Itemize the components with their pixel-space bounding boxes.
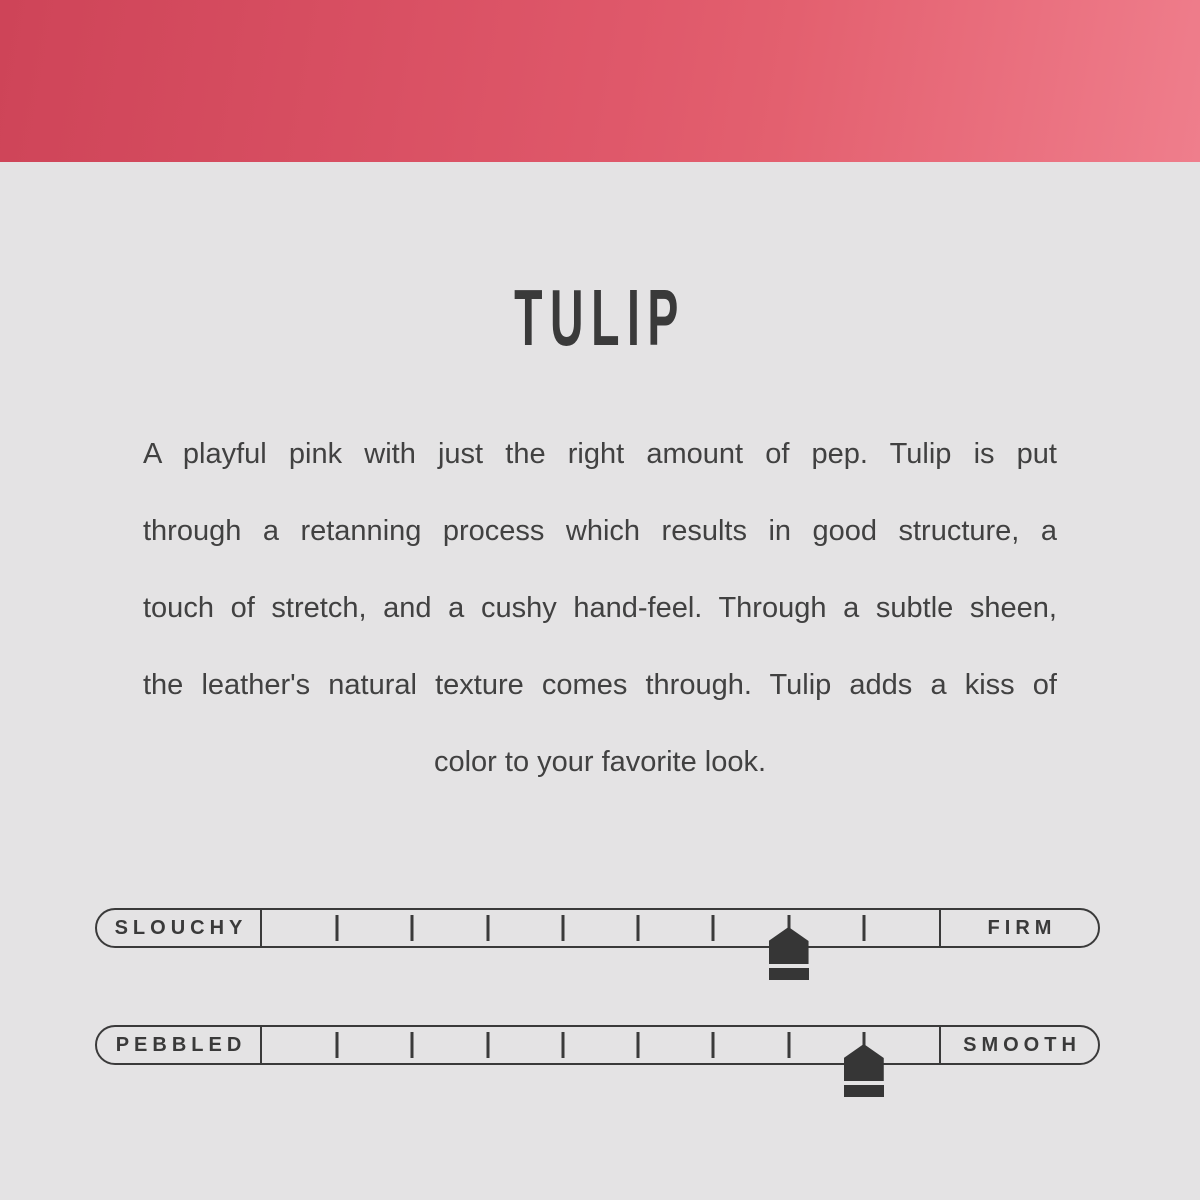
marker-pointer-icon	[844, 1044, 884, 1081]
slider-scale	[260, 1027, 941, 1063]
description-line: A playful pink with just the right amount of pep. Tulip is put	[143, 438, 1057, 470]
tick-mark	[637, 915, 640, 941]
tick-mark	[787, 1032, 790, 1058]
tick-mark	[561, 915, 564, 941]
scale-marker	[844, 1044, 884, 1097]
marker-base	[769, 968, 809, 980]
slouchy-label: SLOUCHY	[114, 916, 248, 939]
leather-swatch-banner	[0, 0, 1200, 162]
firm-label: FIRM	[987, 916, 1057, 939]
description-line: through a retanning process which results in good structure, a	[143, 515, 1057, 547]
scale-left-section	[97, 910, 260, 946]
tick-mark	[561, 1032, 564, 1058]
description-line: color to your favorite look.	[433, 746, 767, 778]
tick-mark	[336, 915, 339, 941]
scale-left-section	[97, 1027, 260, 1063]
tick-mark	[486, 1032, 489, 1058]
scale-right-section	[941, 910, 1098, 946]
color-name-title: TULIP	[514, 273, 686, 362]
tick-mark	[336, 1032, 339, 1058]
tick-mark	[862, 915, 865, 941]
tick-mark	[637, 1032, 640, 1058]
firmness-scale	[95, 908, 1100, 948]
color-description	[143, 416, 1057, 801]
tick-mark	[712, 915, 715, 941]
tick-mark	[411, 915, 414, 941]
tick-mark	[712, 1032, 715, 1058]
marker-pointer-icon	[769, 927, 809, 964]
smooth-label: SMOOTH	[963, 1033, 1081, 1056]
scale-marker	[769, 927, 809, 980]
texture-scale	[95, 1025, 1100, 1065]
description-line: the leather's natural texture comes through. Tulip adds a kiss of	[143, 669, 1057, 701]
tick-mark	[486, 915, 489, 941]
description-line: touch of stretch, and a cushy hand-feel. Through a subtle sheen,	[143, 592, 1057, 624]
slider-scale	[260, 910, 941, 946]
scale-right-section	[941, 1027, 1098, 1063]
tick-mark	[411, 1032, 414, 1058]
marker-base	[844, 1085, 884, 1097]
pebbled-label: PEBBLED	[115, 1033, 247, 1056]
